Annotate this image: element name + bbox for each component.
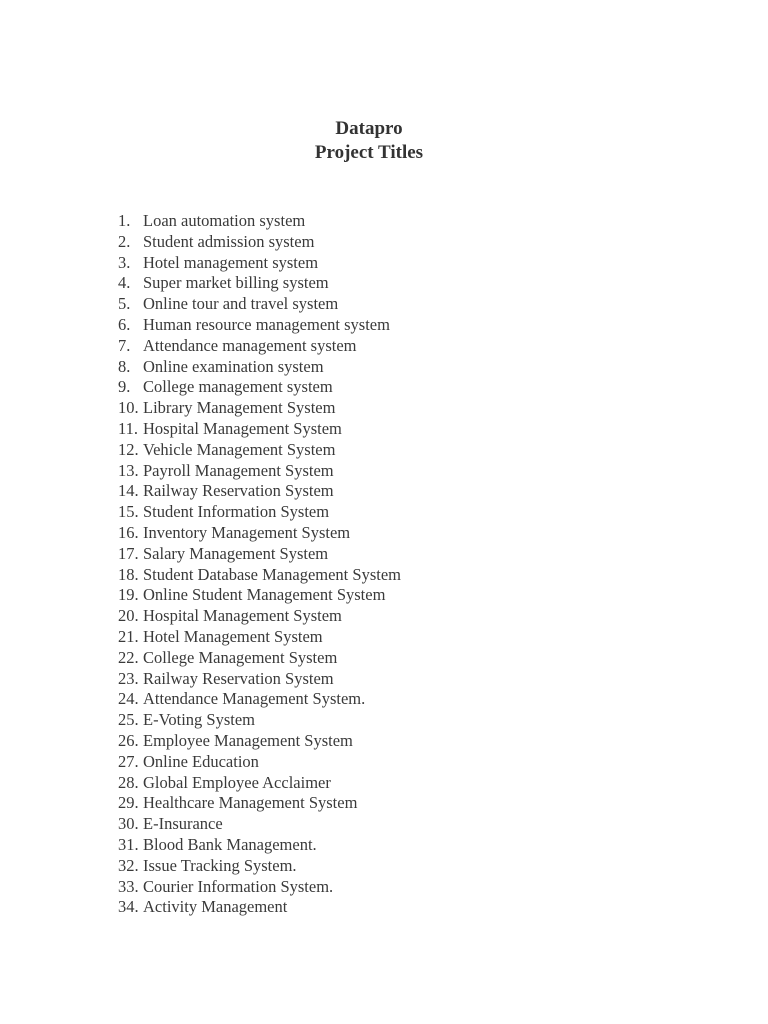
project-number: 18. — [118, 564, 139, 584]
project-title: Inventory Management System — [143, 522, 351, 542]
project-list-item — [118, 877, 401, 898]
project-number: 5. — [118, 294, 131, 314]
project-list-item — [118, 544, 401, 565]
project-number: 22. — [118, 647, 139, 667]
project-title: Library Management System — [143, 398, 336, 418]
project-list-item — [118, 710, 401, 731]
project-title: Blood Bank Management. — [143, 834, 317, 854]
project-number: 8. — [118, 356, 131, 376]
project-title: Hotel Management System — [143, 626, 323, 646]
project-list-item — [118, 481, 401, 502]
project-title: Online tour and travel system — [143, 294, 339, 314]
project-number: 28. — [118, 772, 139, 792]
project-list-item — [118, 523, 401, 544]
project-list-item — [118, 419, 401, 440]
project-list-item — [118, 835, 401, 856]
project-title: Activity Management — [143, 897, 288, 917]
project-title: Super market billing system — [143, 273, 329, 293]
document-title: Project Titles — [314, 142, 424, 163]
project-list-item — [118, 253, 401, 274]
project-title: Student admission system — [143, 231, 315, 251]
project-title: Student Database Management System — [143, 564, 401, 584]
project-list-item — [118, 315, 401, 336]
project-title: Loan automation system — [143, 211, 306, 230]
project-list-item — [118, 814, 401, 835]
project-number: 14. — [118, 481, 139, 501]
project-list-item — [118, 273, 401, 294]
project-list-item — [118, 357, 401, 378]
project-number: 9. — [118, 377, 131, 397]
project-number: 1. — [118, 211, 131, 230]
project-number: 27. — [118, 751, 139, 771]
project-title: Payroll Management System — [143, 460, 334, 480]
project-number: 7. — [118, 335, 131, 355]
project-list-item — [118, 648, 401, 669]
project-list-item — [118, 211, 401, 232]
project-number: 25. — [118, 710, 139, 730]
project-number: 15. — [118, 502, 139, 522]
project-title: Salary Management System — [143, 543, 329, 563]
project-list-item — [118, 398, 401, 419]
project-title: College management system — [143, 377, 333, 397]
project-list-item — [118, 606, 401, 627]
project-number: 24. — [118, 689, 139, 709]
project-title: Student Information System — [143, 502, 330, 522]
project-number: 2. — [118, 231, 131, 251]
project-number: 16. — [118, 522, 139, 542]
project-number: 10. — [118, 398, 139, 418]
project-title: E-Insurance — [143, 814, 223, 834]
project-number: 12. — [118, 439, 139, 459]
project-number: 17. — [118, 543, 139, 563]
project-title: Human resource management system — [143, 314, 390, 334]
project-number: 31. — [118, 834, 139, 854]
project-list-item — [118, 440, 401, 461]
project-title: Courier Information System. — [143, 876, 334, 896]
project-title: Online Education — [143, 751, 259, 771]
project-title: Hotel management system — [143, 252, 319, 272]
project-title: Healthcare Management System — [143, 793, 358, 813]
project-list-item — [118, 502, 401, 523]
project-title: Online examination system — [143, 356, 324, 376]
project-number: 11. — [118, 418, 139, 438]
project-list-item — [118, 773, 401, 794]
company-name: Datapro — [335, 118, 403, 139]
project-number: 26. — [118, 730, 139, 750]
project-number: 34. — [118, 897, 139, 917]
project-number: 33. — [118, 876, 139, 896]
project-title: Attendance management system — [143, 335, 357, 355]
project-list-item — [118, 565, 401, 586]
project-title: Issue Tracking System. — [143, 855, 297, 875]
project-list-item — [118, 232, 401, 253]
project-list-item — [118, 627, 401, 648]
project-number: 6. — [118, 314, 131, 334]
project-number: 20. — [118, 606, 139, 626]
project-title: Hospital Management System — [143, 418, 342, 438]
project-number: 32. — [118, 855, 139, 875]
project-number: 30. — [118, 814, 139, 834]
project-title: E-Voting System — [143, 710, 255, 730]
project-number: 4. — [118, 273, 131, 293]
project-title: Hospital Management System — [143, 606, 342, 626]
project-title: Railway Reservation System — [143, 668, 334, 688]
project-number: 3. — [118, 252, 131, 272]
project-title: Attendance Management System. — [143, 689, 366, 709]
project-number: 19. — [118, 585, 139, 605]
project-list-item — [118, 669, 401, 690]
project-number: 23. — [118, 668, 139, 688]
project-list-item — [118, 731, 401, 752]
project-title-list — [118, 211, 401, 918]
project-list-item — [118, 897, 401, 918]
project-number: 13. — [118, 460, 139, 480]
project-list-item — [118, 752, 401, 773]
project-list-item — [118, 461, 401, 482]
project-number: 29. — [118, 793, 139, 813]
project-list-item — [118, 294, 401, 315]
project-list-item — [118, 856, 401, 877]
document-header — [0, 117, 738, 165]
project-list-item — [118, 689, 401, 710]
project-title: College Management System — [143, 647, 338, 667]
project-list-item — [118, 377, 401, 398]
project-list-item — [118, 336, 401, 357]
project-title: Online Student Management System — [143, 585, 386, 605]
project-list-item — [118, 793, 401, 814]
project-title: Vehicle Management System — [143, 439, 336, 459]
project-number: 21. — [118, 626, 139, 646]
project-title: Railway Reservation System — [143, 481, 334, 501]
project-list-item — [118, 585, 401, 606]
project-title: Global Employee Acclaimer — [143, 772, 331, 792]
project-title: Employee Management System — [143, 730, 353, 750]
